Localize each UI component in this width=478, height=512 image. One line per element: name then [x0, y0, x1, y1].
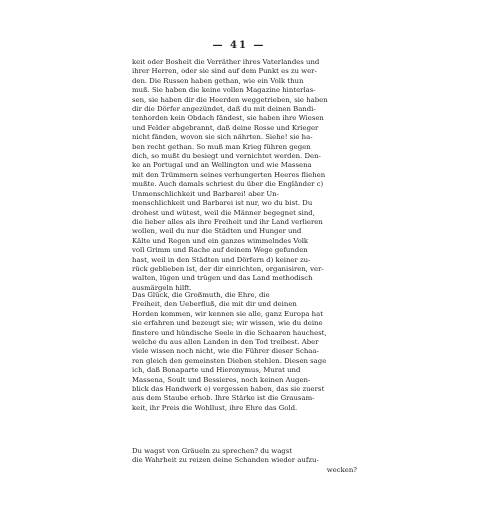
text-line: muß. Sie haben die keine vollen Magazine hinterlas-: [132, 86, 316, 95]
text-line: Unmenschlichkeit und Barbarei! aber Un-: [132, 189, 279, 198]
text-line: rück geblieben ist, der dir einrichten, organisiren, ver-: [132, 264, 324, 273]
text-line: ihrer Herren, oder sie sind auf dem Punkt es zu wer-: [132, 67, 317, 76]
text-line: mußte. Auch damals schriest du über die Engländer c): [132, 180, 324, 189]
text-line: Kälte und Regen und ein ganzes wimmelndes Volk: [132, 236, 309, 245]
text-line: die Wahrheit zu reizen deine Schanden wieder aufzu-: [132, 456, 319, 465]
text-line: ren gleich den gemeinsten Dieben stehlen. Diesen sage: [132, 356, 327, 365]
text-line: Horden kommen, wir kennen sie alle, ganz Europa hat: [132, 309, 323, 318]
text-line: viele wissen noch nicht, wie die Führer dieser Schaa-: [132, 347, 319, 356]
text-line: Freiheit, den Ueberfluß, die mit dir und deinen: [132, 300, 297, 309]
text-line: voll Grimm und Rache auf deinem Wege gefunden: [132, 246, 308, 255]
text-line: aus dem Staube erhob. Ihre Stärke ist die Grausam-: [132, 394, 315, 403]
text-line: den. Die Russen haben gethan, wie ein Volk thun: [132, 76, 304, 85]
text-line: ausmärgeln hilft.: [132, 283, 192, 292]
paragraph-1: [132, 58, 357, 293]
paragraph-2: [132, 291, 357, 413]
text-line: dich, so mußt du besiegt und vernichtet werden. Den-: [132, 152, 321, 161]
text-line: drohest und wütest, weil die Männer begegnet sind,: [132, 208, 315, 217]
text-line: dir die Dörfer angezündet, daß du mit deinen Bandi-: [132, 105, 316, 114]
text-line: hast, weil in den Städten und Dörfern d) keiner zu-: [132, 255, 311, 264]
text-line: ben recht gethan. So muß man Krieg führen gegen: [132, 142, 311, 151]
text-line: finstere und hündische Seele in die Schaaren hauchest,: [132, 328, 327, 337]
text-line: Massena, Soult und Bessieres, noch keinen Augen-: [132, 375, 311, 384]
text-line: Das Glück, die Großmuth, die Ehre, die: [132, 291, 270, 299]
text-line: sie erfahren und bezeugt sie; wir wissen, wie du deine: [132, 319, 323, 328]
text-line: wollen, weil du nur die Städten und Hunger und: [132, 227, 302, 236]
text-line: keit, ihr Preis die Wohllust, ihre Ehre das Gold.: [132, 403, 298, 412]
text-line: und Felder abgebrannt, daß deine Rosse und Krieger: [132, 123, 319, 132]
text-line: ich, daß Bonaparte und Hieronymus, Murat und: [132, 366, 301, 375]
text-line: ke an Portugal und an Wellington und wie Massena: [132, 161, 312, 170]
text-line: walten, lügen und trügen und das Land methodisch: [132, 274, 313, 283]
paragraph-3: [132, 447, 357, 475]
text-line: Du wagst von Gräueln zu sprechen? du wagst: [132, 447, 293, 455]
text-line: nicht fänden, wovon sie sich nährten. Siehe! sie ha-: [132, 133, 313, 142]
text-line: tenhorden kein Obdach fändest, sie haben ihre Wiesen: [132, 114, 324, 123]
text-line: blick das Handwerk e) vergessen haben, das sie zuerst: [132, 385, 325, 394]
text-line: wecken?: [326, 465, 357, 474]
text-line: die lieber alles als ihre Freiheit und ihr Land verlieren: [132, 217, 323, 226]
text-line: sen, sie haben dir die Heerden weggetrieben, sie haben: [132, 95, 328, 104]
page-number-header: — 41 —: [212, 40, 266, 51]
text-line: mit den Trümmern seines verhungerten Heeres fliehen: [132, 170, 326, 179]
text-line: menschlichkeit und Barbarei ist nur, wo du bist. Du: [132, 199, 313, 208]
text-line: keit oder Bosheit die Verräther ihres Vaterlandes und: [132, 58, 320, 66]
text-line: welche du aus allen Landen in den Tod treibest. Aber: [132, 338, 319, 347]
